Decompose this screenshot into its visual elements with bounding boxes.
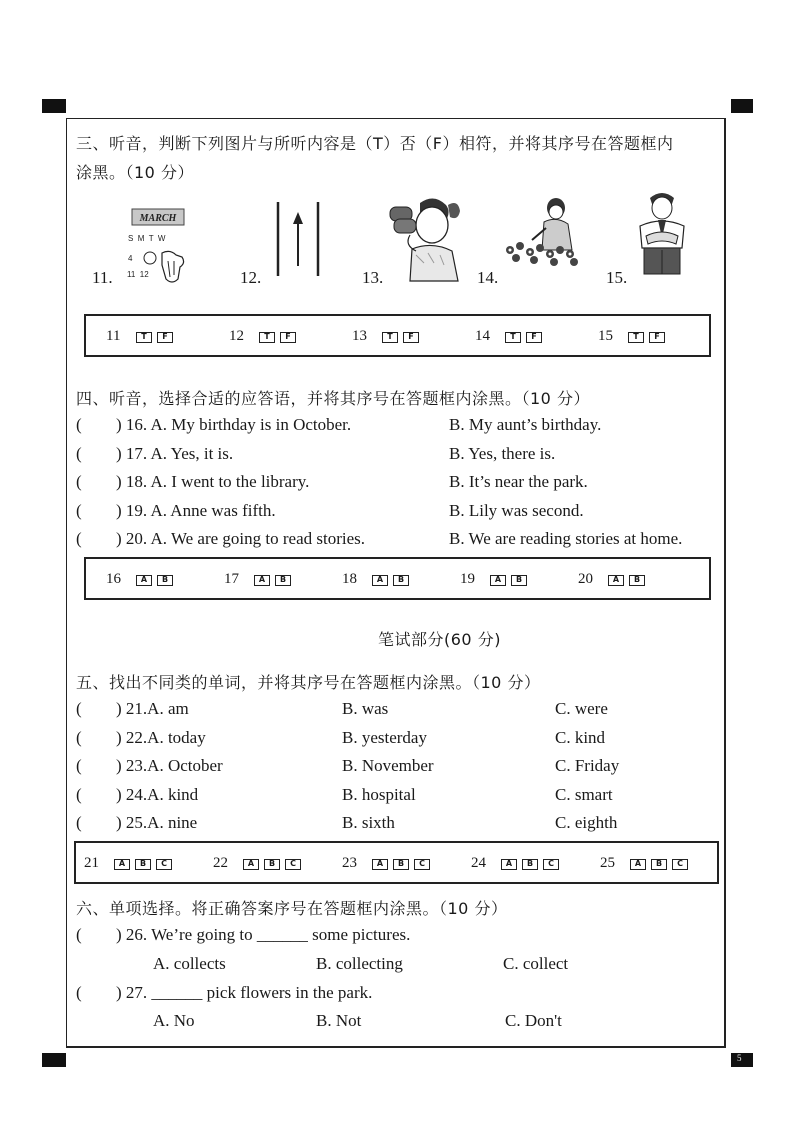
answer-bubble-11-t[interactable]: T — [136, 332, 152, 343]
answer-bubble-23-c[interactable]: C — [414, 859, 430, 870]
answer-bubble-12-t[interactable]: T — [259, 332, 275, 343]
picture-label-14: 14. — [477, 268, 499, 287]
answer-number: 20 — [578, 571, 593, 587]
question-21-option-c: C. were — [555, 699, 608, 718]
calendar-picture — [124, 205, 202, 283]
question-27-blank: ______ — [151, 983, 203, 1002]
question-23-option-b: B. November — [342, 756, 434, 775]
question-26-blank: ______ — [256, 925, 308, 944]
question-19-option-b: B. Lily was second. — [449, 500, 584, 520]
section-4-heading: 四、听音，选择合适的应答语，并将其序号在答题框内涂黑。（10 分） — [76, 389, 590, 408]
question-26-stem-pre: ) 26. We’re going to — [116, 925, 253, 944]
question-16-option-b: B. My aunt’s birthday. — [449, 415, 602, 434]
answer-bubble-24-c[interactable]: C — [543, 859, 559, 870]
answer-bubble-24-a[interactable]: A — [501, 859, 517, 870]
answer-bubble-14-f[interactable]: F — [526, 332, 542, 343]
answer-number: 16 — [106, 571, 121, 587]
answer-bubble-11-f[interactable]: F — [157, 332, 173, 343]
picture-label-12: 12. — [240, 268, 262, 287]
answer-number: 21 — [84, 855, 99, 871]
question-23-option-a: ) 23.A. October — [116, 756, 223, 775]
section-6-heading: 六、单项选择。将正确答案序号在答题框内涂黑。（10 分） — [76, 899, 508, 918]
answer-paren-25[interactable]: ( — [76, 813, 82, 832]
answer-bubble-21-a[interactable]: A — [114, 859, 130, 870]
answer-bubble-22-b[interactable]: B — [264, 859, 280, 870]
question-23-option-c: C. Friday — [555, 756, 620, 775]
answer-number: 25 — [600, 855, 615, 871]
picture-label-11: 11. — [92, 268, 113, 287]
question-27-stem — [116, 983, 372, 1003]
answer-paren-23[interactable]: ( — [76, 756, 82, 775]
answer-bubble-21-c[interactable]: C — [156, 859, 172, 870]
question-20-option-b: B. We are reading stories at home. — [449, 529, 683, 548]
picture-label-13: 13. — [362, 268, 384, 287]
answer-bubble-22-a[interactable]: A — [243, 859, 259, 870]
one-way-road-picture — [268, 200, 328, 278]
question-26-stem-post: some pictures. — [312, 925, 411, 944]
answer-number: 18 — [342, 571, 357, 587]
written-section-title: 笔试部分(60 分) — [378, 630, 501, 649]
question-24-option-b: B. hospital — [342, 784, 416, 804]
picture-label-15: 15. — [606, 268, 628, 287]
answer-bubble-13-t[interactable]: T — [382, 332, 398, 343]
question-27-stem-post: pick flowers in the park. — [206, 983, 373, 1002]
answer-number: 22 — [213, 855, 228, 871]
question-17-option-a: ) 17. A. Yes, it is. — [116, 443, 234, 463]
answer-paren-17[interactable]: ( — [76, 443, 82, 463]
answer-bubble-14-t[interactable]: T — [505, 332, 521, 343]
answer-bubble-13-f[interactable]: F — [403, 332, 419, 343]
page-mark: 5 — [737, 1053, 742, 1063]
question-27-option-c: C. Don't — [505, 1011, 562, 1030]
registration-mark-top-right — [731, 99, 753, 113]
answer-bubble-22-c[interactable]: C — [285, 859, 301, 870]
answer-bubble-25-b[interactable]: B — [651, 859, 667, 870]
answer-bubble-20-b[interactable]: B — [629, 575, 645, 586]
question-20-option-a: ) 20. A. We are going to read stories. — [116, 529, 366, 548]
answer-bubble-18-b[interactable]: B — [393, 575, 409, 586]
answer-number: 19 — [460, 571, 475, 587]
calendar-row-2: 4 — [128, 254, 133, 263]
answer-paren-19[interactable]: ( — [76, 500, 82, 520]
question-27-option-b: B. Not — [316, 1011, 362, 1030]
answer-number: 12 — [229, 328, 244, 344]
question-26-option-a: A. collects — [153, 954, 226, 973]
answer-paren-26: ( — [76, 925, 82, 944]
answer-bubble-19-a[interactable]: A — [490, 575, 506, 586]
answer-bubble-21-b[interactable]: B — [135, 859, 151, 870]
woman-picking-flowers-picture — [500, 196, 584, 272]
answer-bubble-15-t[interactable]: T — [628, 332, 644, 343]
answer-paren-18[interactable]: ( — [76, 472, 82, 491]
registration-mark-bottom-right — [731, 1053, 753, 1067]
question-25-option-c: C. eighth — [555, 813, 618, 832]
question-27-stem-pre: ) 27. — [116, 983, 148, 1002]
question-18-option-b: B. It’s near the park. — [449, 472, 588, 491]
answer-number: 23 — [342, 855, 357, 871]
question-25-option-a: ) 25.A. nine — [116, 813, 198, 832]
answer-bubble-18-a[interactable]: A — [372, 575, 388, 586]
registration-mark-top-left — [42, 99, 66, 113]
question-21-option-b: B. was — [342, 699, 389, 718]
question-25-option-b: B. sixth — [342, 813, 395, 832]
answer-paren-24[interactable]: ( — [76, 784, 82, 804]
question-27-option-a: A. No — [153, 1011, 195, 1030]
registration-mark-bottom-left — [42, 1053, 66, 1067]
answer-paren-22[interactable]: ( — [76, 727, 82, 747]
answer-bubble-23-b[interactable]: B — [393, 859, 409, 870]
answer-paren-21[interactable]: ( — [76, 699, 82, 718]
question-26-option-b: B. collecting — [316, 954, 403, 973]
section-3-heading-line1: 三、听音，判断下列图片与所听内容是（T）否（F）相符，并将其序号在答题框内 — [76, 134, 674, 153]
question-21-option-a: ) 21.A. am — [116, 699, 189, 718]
question-24-option-c: C. smart — [555, 784, 613, 804]
calendar-month: MARCH — [139, 213, 177, 224]
question-24-option-a: ) 24.A. kind — [116, 784, 199, 804]
answer-bubble-19-b[interactable]: B — [511, 575, 527, 586]
answer-bubble-23-a[interactable]: A — [372, 859, 388, 870]
answer-paren-16[interactable]: ( — [76, 415, 82, 434]
answer-bubble-17-b[interactable]: B — [275, 575, 291, 586]
answer-bubble-17-a[interactable]: A — [254, 575, 270, 586]
question-18-option-a: ) 18. A. I went to the library. — [116, 472, 310, 491]
answer-bubble-16-a[interactable]: A — [136, 575, 152, 586]
question-16-option-a: ) 16. A. My birthday is in October. — [116, 415, 352, 434]
question-22-option-b: B. yesterday — [342, 727, 427, 747]
girl-with-binoculars-picture — [382, 195, 464, 283]
answer-paren-27: ( — [76, 983, 82, 1002]
answer-bubble-15-f[interactable]: F — [649, 332, 665, 343]
answer-number: 17 — [224, 571, 239, 587]
question-26-option-c: C. collect — [503, 954, 569, 973]
answer-number: 13 — [352, 328, 367, 344]
answer-number: 11 — [106, 328, 121, 344]
answer-bubble-16-b[interactable]: B — [157, 575, 173, 586]
calendar-row-3: 11 12 — [127, 270, 149, 279]
question-17-option-b: B. Yes, there is. — [449, 443, 556, 463]
answer-number: 15 — [598, 328, 613, 344]
answer-bubble-25-c[interactable]: C — [672, 859, 688, 870]
question-22-option-c: C. kind — [555, 727, 606, 747]
answer-number: 24 — [471, 855, 486, 871]
section-5-heading: 五、找出不同类的单词，并将其序号在答题框内涂黑。（10 分） — [76, 673, 541, 692]
answer-bubble-25-a[interactable]: A — [630, 859, 646, 870]
answer-paren-20[interactable]: ( — [76, 529, 82, 548]
question-26-stem — [116, 925, 410, 945]
question-22-option-a: ) 22.A. today — [116, 727, 206, 747]
man-arms-crossed-picture — [632, 190, 692, 276]
answer-bubble-20-a[interactable]: A — [608, 575, 624, 586]
answer-number: 14 — [475, 328, 490, 344]
calendar-weekdays: S M T W — [128, 234, 166, 243]
section-3-heading-line2: 涂黑。（10 分） — [76, 163, 194, 182]
question-19-option-a: ) 19. A. Anne was fifth. — [116, 500, 276, 520]
answer-bubble-24-b[interactable]: B — [522, 859, 538, 870]
answer-bubble-12-f[interactable]: F — [280, 332, 296, 343]
